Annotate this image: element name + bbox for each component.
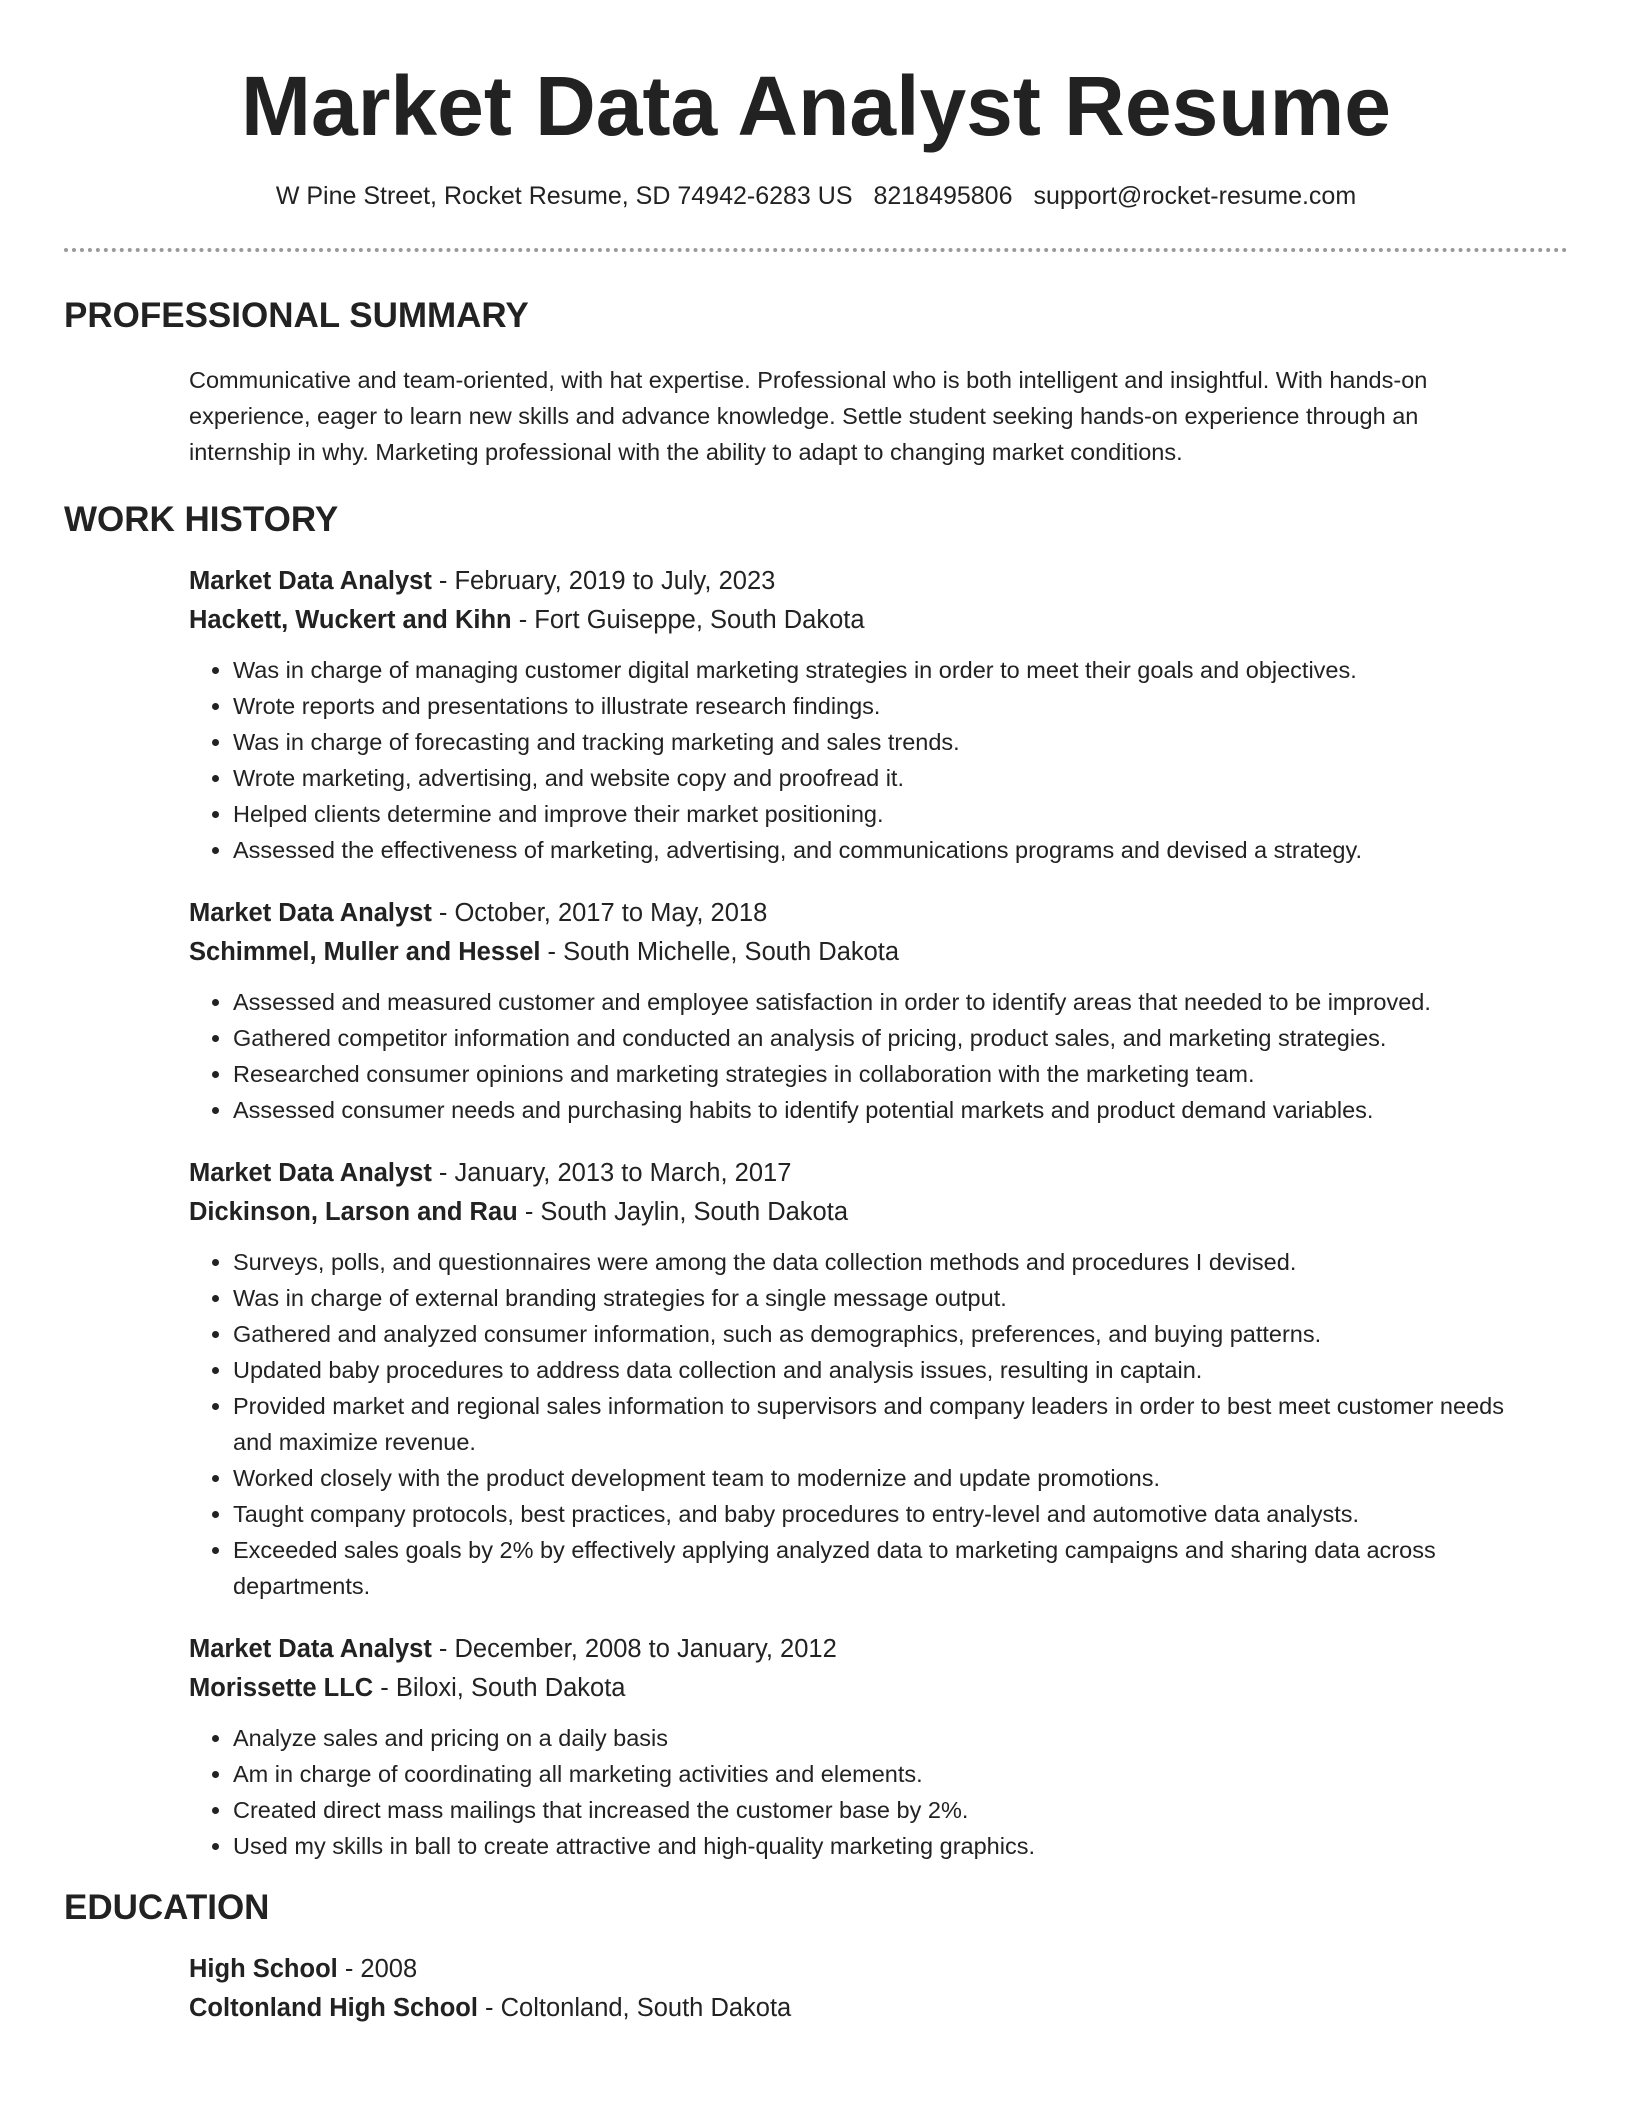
- job-bullet: • Was in charge of managing customer digital marketing strategies in order to meet their goals and objectives.: [233, 652, 1508, 688]
- job-title: Market Data Analyst: [189, 1635, 432, 1663]
- job-bullet: • Worked closely with the product development team to modernize and update promotions.: [233, 1460, 1508, 1496]
- education-entry: [189, 1950, 1508, 2028]
- job-bullet: • Analyze sales and pricing on a daily basis: [233, 1720, 1508, 1756]
- job-title-line: [189, 562, 1508, 601]
- job-bullets: [189, 652, 1508, 868]
- job-bullets: [189, 984, 1508, 1128]
- education-degree: High School: [189, 1955, 338, 1983]
- work-history-list: [0, 562, 1632, 1864]
- job-location: - South Jaylin, South Dakota: [517, 1198, 849, 1226]
- job-bullet: • Provided market and regional sales information to supervisors and company leaders in order to best meet customer needs and maximize revenue.: [233, 1388, 1508, 1460]
- job-title-line: [189, 1154, 1508, 1193]
- job-company: Schimmel, Muller and Hessel: [189, 938, 541, 966]
- header-divider: [64, 248, 1568, 252]
- job-title: Market Data Analyst: [189, 1159, 432, 1187]
- job-bullet: • Gathered and analyzed consumer information, such as demographics, preferences, and buying patterns.: [233, 1316, 1508, 1352]
- summary-text: Communicative and team-oriented, with hat expertise. Professional who is both intelligent and insightful. With hands-on experience, eager to learn new skills and advance knowledge. Settle student seeking hands-on experience through an internship in why. Marketing professional with the ability to adapt to changing market conditions.: [189, 367, 1428, 465]
- job-company: Hackett, Wuckert and Kihn: [189, 606, 512, 634]
- job-title: Market Data Analyst: [189, 899, 432, 927]
- job-company-line: [189, 601, 1508, 640]
- job-dates: - January, 2013 to March, 2017: [431, 1159, 792, 1187]
- contact-line: [0, 180, 1632, 212]
- job-bullet: • Helped clients determine and improve their market positioning.: [233, 796, 1508, 832]
- job-company-line: [189, 1193, 1508, 1232]
- job-bullet: • Exceeded sales goals by 2% by effectively applying analyzed data to marketing campaigns and sharing data across departments.: [233, 1532, 1508, 1604]
- section-heading-summary: PROFESSIONAL SUMMARY: [64, 296, 529, 335]
- job-bullet: • Created direct mass mailings that increased the customer base by 2%.: [233, 1792, 1508, 1828]
- job-bullet: • Gathered competitor information and conducted an analysis of pricing, product sales, and marketing strategies.: [233, 1020, 1508, 1056]
- job-bullet: • Was in charge of external branding strategies for a single message output.: [233, 1280, 1508, 1316]
- job-dates: - December, 2008 to January, 2012: [431, 1635, 837, 1663]
- education-degree-line: [189, 1950, 1508, 1989]
- job-title: Market Data Analyst: [189, 567, 432, 595]
- job-bullet: • Researched consumer opinions and marketing strategies in collaboration with the marketing team.: [233, 1056, 1508, 1092]
- job-bullet: • Surveys, polls, and questionnaires were among the data collection methods and procedures I devised.: [233, 1244, 1508, 1280]
- job-title-line: [189, 1630, 1508, 1669]
- section-heading-education: EDUCATION: [64, 1888, 270, 1927]
- job-company-line: [189, 933, 1508, 972]
- job-entry: [189, 1630, 1508, 1864]
- job-bullets: [189, 1244, 1508, 1604]
- job-bullet: • Was in charge of forecasting and tracking marketing and sales trends.: [233, 724, 1508, 760]
- job-bullets: [189, 1720, 1508, 1864]
- job-bullet: • Assessed the effectiveness of marketing, advertising, and communications programs and devised a strategy.: [233, 832, 1508, 868]
- job-location: - Fort Guiseppe, South Dakota: [511, 606, 865, 634]
- job-bullet: • Updated baby procedures to address data collection and analysis issues, resulting in captain.: [233, 1352, 1508, 1388]
- job-bullet: • Wrote reports and presentations to illustrate research findings.: [233, 688, 1508, 724]
- job-location: - South Michelle, South Dakota: [540, 938, 900, 966]
- job-location: - Biloxi, South Dakota: [373, 1674, 626, 1702]
- job-dates: - October, 2017 to May, 2018: [431, 899, 768, 927]
- job-entry: [189, 1154, 1508, 1604]
- job-bullet: • Taught company protocols, best practices, and baby procedures to entry-level and automotive data analysts.: [233, 1496, 1508, 1532]
- job-company-line: [189, 1669, 1508, 1708]
- job-bullet: • Am in charge of coordinating all marketing activities and elements.: [233, 1756, 1508, 1792]
- contact-email: support@rocket-resume.com: [1033, 182, 1357, 210]
- job-company: Morissette LLC: [189, 1674, 374, 1702]
- education-school-line: [189, 1989, 1508, 2028]
- job-title-line: [189, 894, 1508, 933]
- job-entry: [189, 894, 1508, 1128]
- section-heading-work-history: WORK HISTORY: [64, 500, 339, 539]
- job-bullet: • Assessed consumer needs and purchasing habits to identify potential markets and product demand variables.: [233, 1092, 1508, 1128]
- education-year: - 2008: [337, 1955, 418, 1983]
- contact-phone: 8218495806: [873, 182, 1013, 210]
- job-dates: - February, 2019 to July, 2023: [431, 567, 776, 595]
- job-entry: [189, 562, 1508, 868]
- contact-address: W Pine Street, Rocket Resume, SD 74942-6283 US: [275, 182, 853, 210]
- job-bullet: • Used my skills in ball to create attractive and high-quality marketing graphics.: [233, 1828, 1508, 1864]
- job-bullet: • Assessed and measured customer and employee satisfaction in order to identify areas that needed to be improved.: [233, 984, 1508, 1020]
- resume-title: Market Data Analyst Resume: [241, 59, 1391, 153]
- education-location: - Coltonland, South Dakota: [477, 1994, 792, 2022]
- education-school: Coltonland High School: [189, 1994, 478, 2022]
- job-company: Dickinson, Larson and Rau: [189, 1198, 518, 1226]
- job-bullet: • Wrote marketing, advertising, and website copy and proofread it.: [233, 760, 1508, 796]
